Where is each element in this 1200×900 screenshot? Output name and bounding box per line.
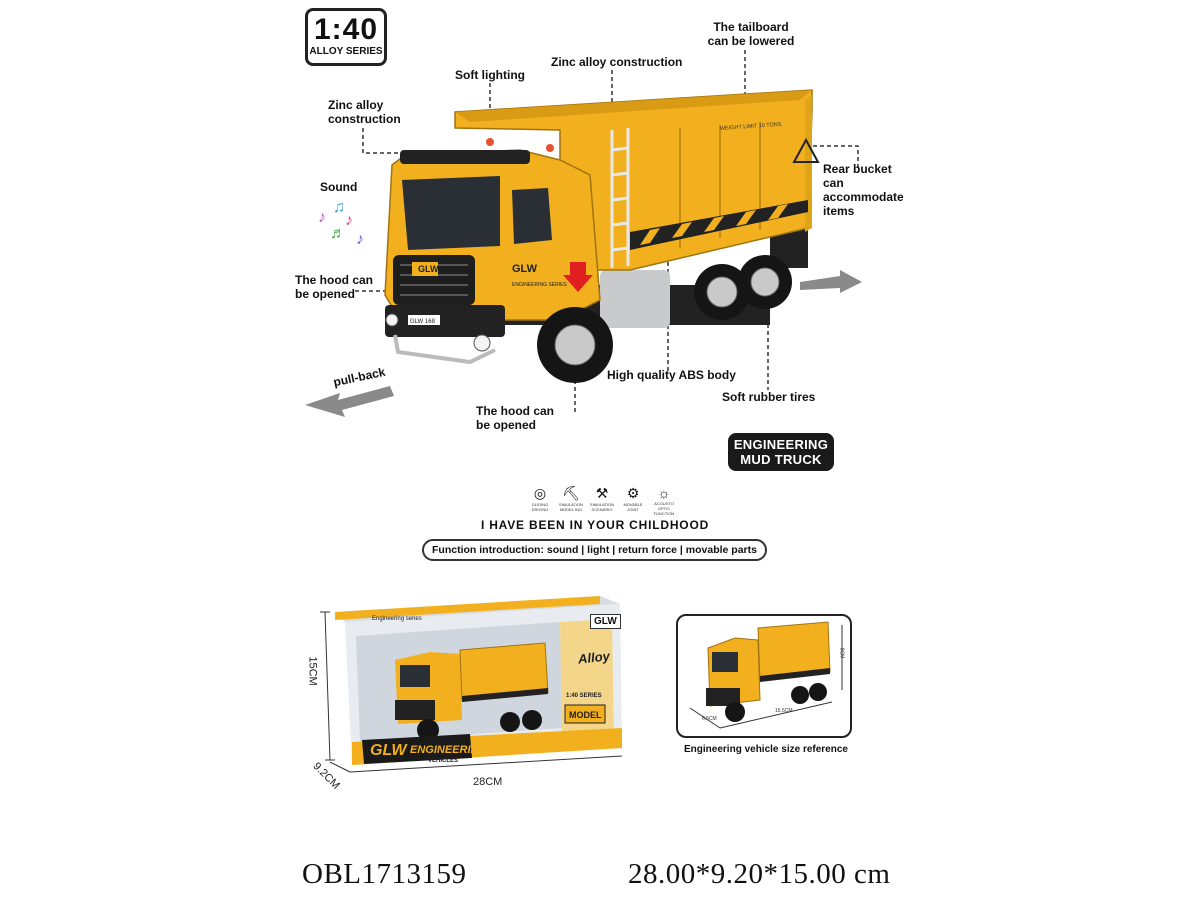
callout-hood-left: The hood can be opened [295, 273, 373, 301]
svg-text:♪: ♪ [345, 212, 353, 229]
pull-back-arrow-right [800, 270, 862, 293]
package-subtitle: VEHICLES [428, 758, 459, 764]
package-series-tag: Engineering series [372, 616, 422, 622]
package-width-dimension: 28CM [473, 776, 503, 788]
engineering-mud-truck-badge [728, 433, 834, 471]
package-scale-label: 1:40 SERIES [566, 693, 602, 699]
callout-soft-tires: Soft rubber tires [722, 390, 816, 404]
grille-brand-text: GLW [418, 264, 439, 274]
callout-pull-back: pull-back [332, 364, 387, 390]
tagline: I HAVE BEEN IN YOUR CHILDHOOD [480, 518, 710, 532]
callout-tailboard: The tailboard can be lowered [707, 20, 795, 48]
callout-zinc-alloy-top: Zinc alloy construction [551, 55, 683, 69]
gliding-driving-icon: ◎ GLIDING DRIVING [531, 485, 549, 512]
package-alloy-label: Alloy [577, 648, 611, 667]
size-ref-width: 6.5CM [702, 716, 717, 722]
sound-notes-icon [318, 199, 364, 248]
package-model-label: MODEL [569, 710, 602, 720]
dump-truck-image [385, 90, 818, 383]
mud-badge-line2: MUD TRUCK [740, 452, 822, 467]
package-brand-logo: GLW [590, 614, 621, 629]
size-ref-length: 15.5CM [775, 708, 793, 714]
feature-icons-row [527, 485, 677, 515]
size-ref-height: 8CM [838, 647, 845, 659]
door-brand-text: GLW [512, 263, 538, 275]
simulation-model-icon: ⛏ SIMULATION MODEL ING [558, 485, 584, 512]
callout-sound: Sound [320, 180, 358, 194]
movable-joint-icon: ⚙ MOVABLE JOINT [623, 485, 643, 512]
svg-text:♫: ♫ [333, 199, 345, 216]
product-size: 28.00*9.20*15.00 cm [628, 858, 891, 890]
package-depth-dimension: 9.2CM [310, 760, 342, 792]
svg-text:♪: ♪ [318, 209, 326, 226]
acousto-optic-icon: ☼ ACOUSTO OPTIC FUNCTION [653, 485, 675, 516]
callout-abs-body: High quality ABS body [607, 368, 736, 382]
scale-series: ALLOY SERIES [309, 46, 383, 57]
callout-soft-lighting: Soft lighting [455, 68, 525, 82]
size-reference-label: Engineering vehicle size reference [684, 744, 848, 755]
mud-badge-line1: ENGINEERING [733, 437, 829, 452]
callout-rear-bucket: Rear bucket can accommodate items [823, 162, 904, 218]
package-height-dimension: 15CM [306, 656, 319, 686]
product-code: OBL1713159 [302, 858, 467, 890]
package-title-rest: ENGINEERING [410, 744, 488, 756]
callout-zinc-alloy-left: Zinc alloy construction [328, 98, 401, 126]
simulation-scenario-icon: ⚒ SIMULATION SCENARIO [589, 485, 615, 512]
plate-text: GLW 168 [410, 319, 435, 325]
svg-text:♪: ♪ [356, 231, 364, 248]
pull-back-arrow-left [305, 386, 394, 417]
svg-text:♬: ♬ [330, 225, 346, 242]
door-series-text: ENGINEERING SERIES [512, 282, 567, 288]
scale-ratio: 1:40 [313, 13, 379, 46]
function-introduction: Function introduction: sound | light | return force | movable parts [422, 539, 767, 561]
package-title-brand: GLW [370, 742, 407, 759]
callout-hood-bottom: The hood can be opened [476, 404, 554, 432]
bucket-limit-text: WEIGHT LIMIT 10 TONS [719, 121, 782, 132]
